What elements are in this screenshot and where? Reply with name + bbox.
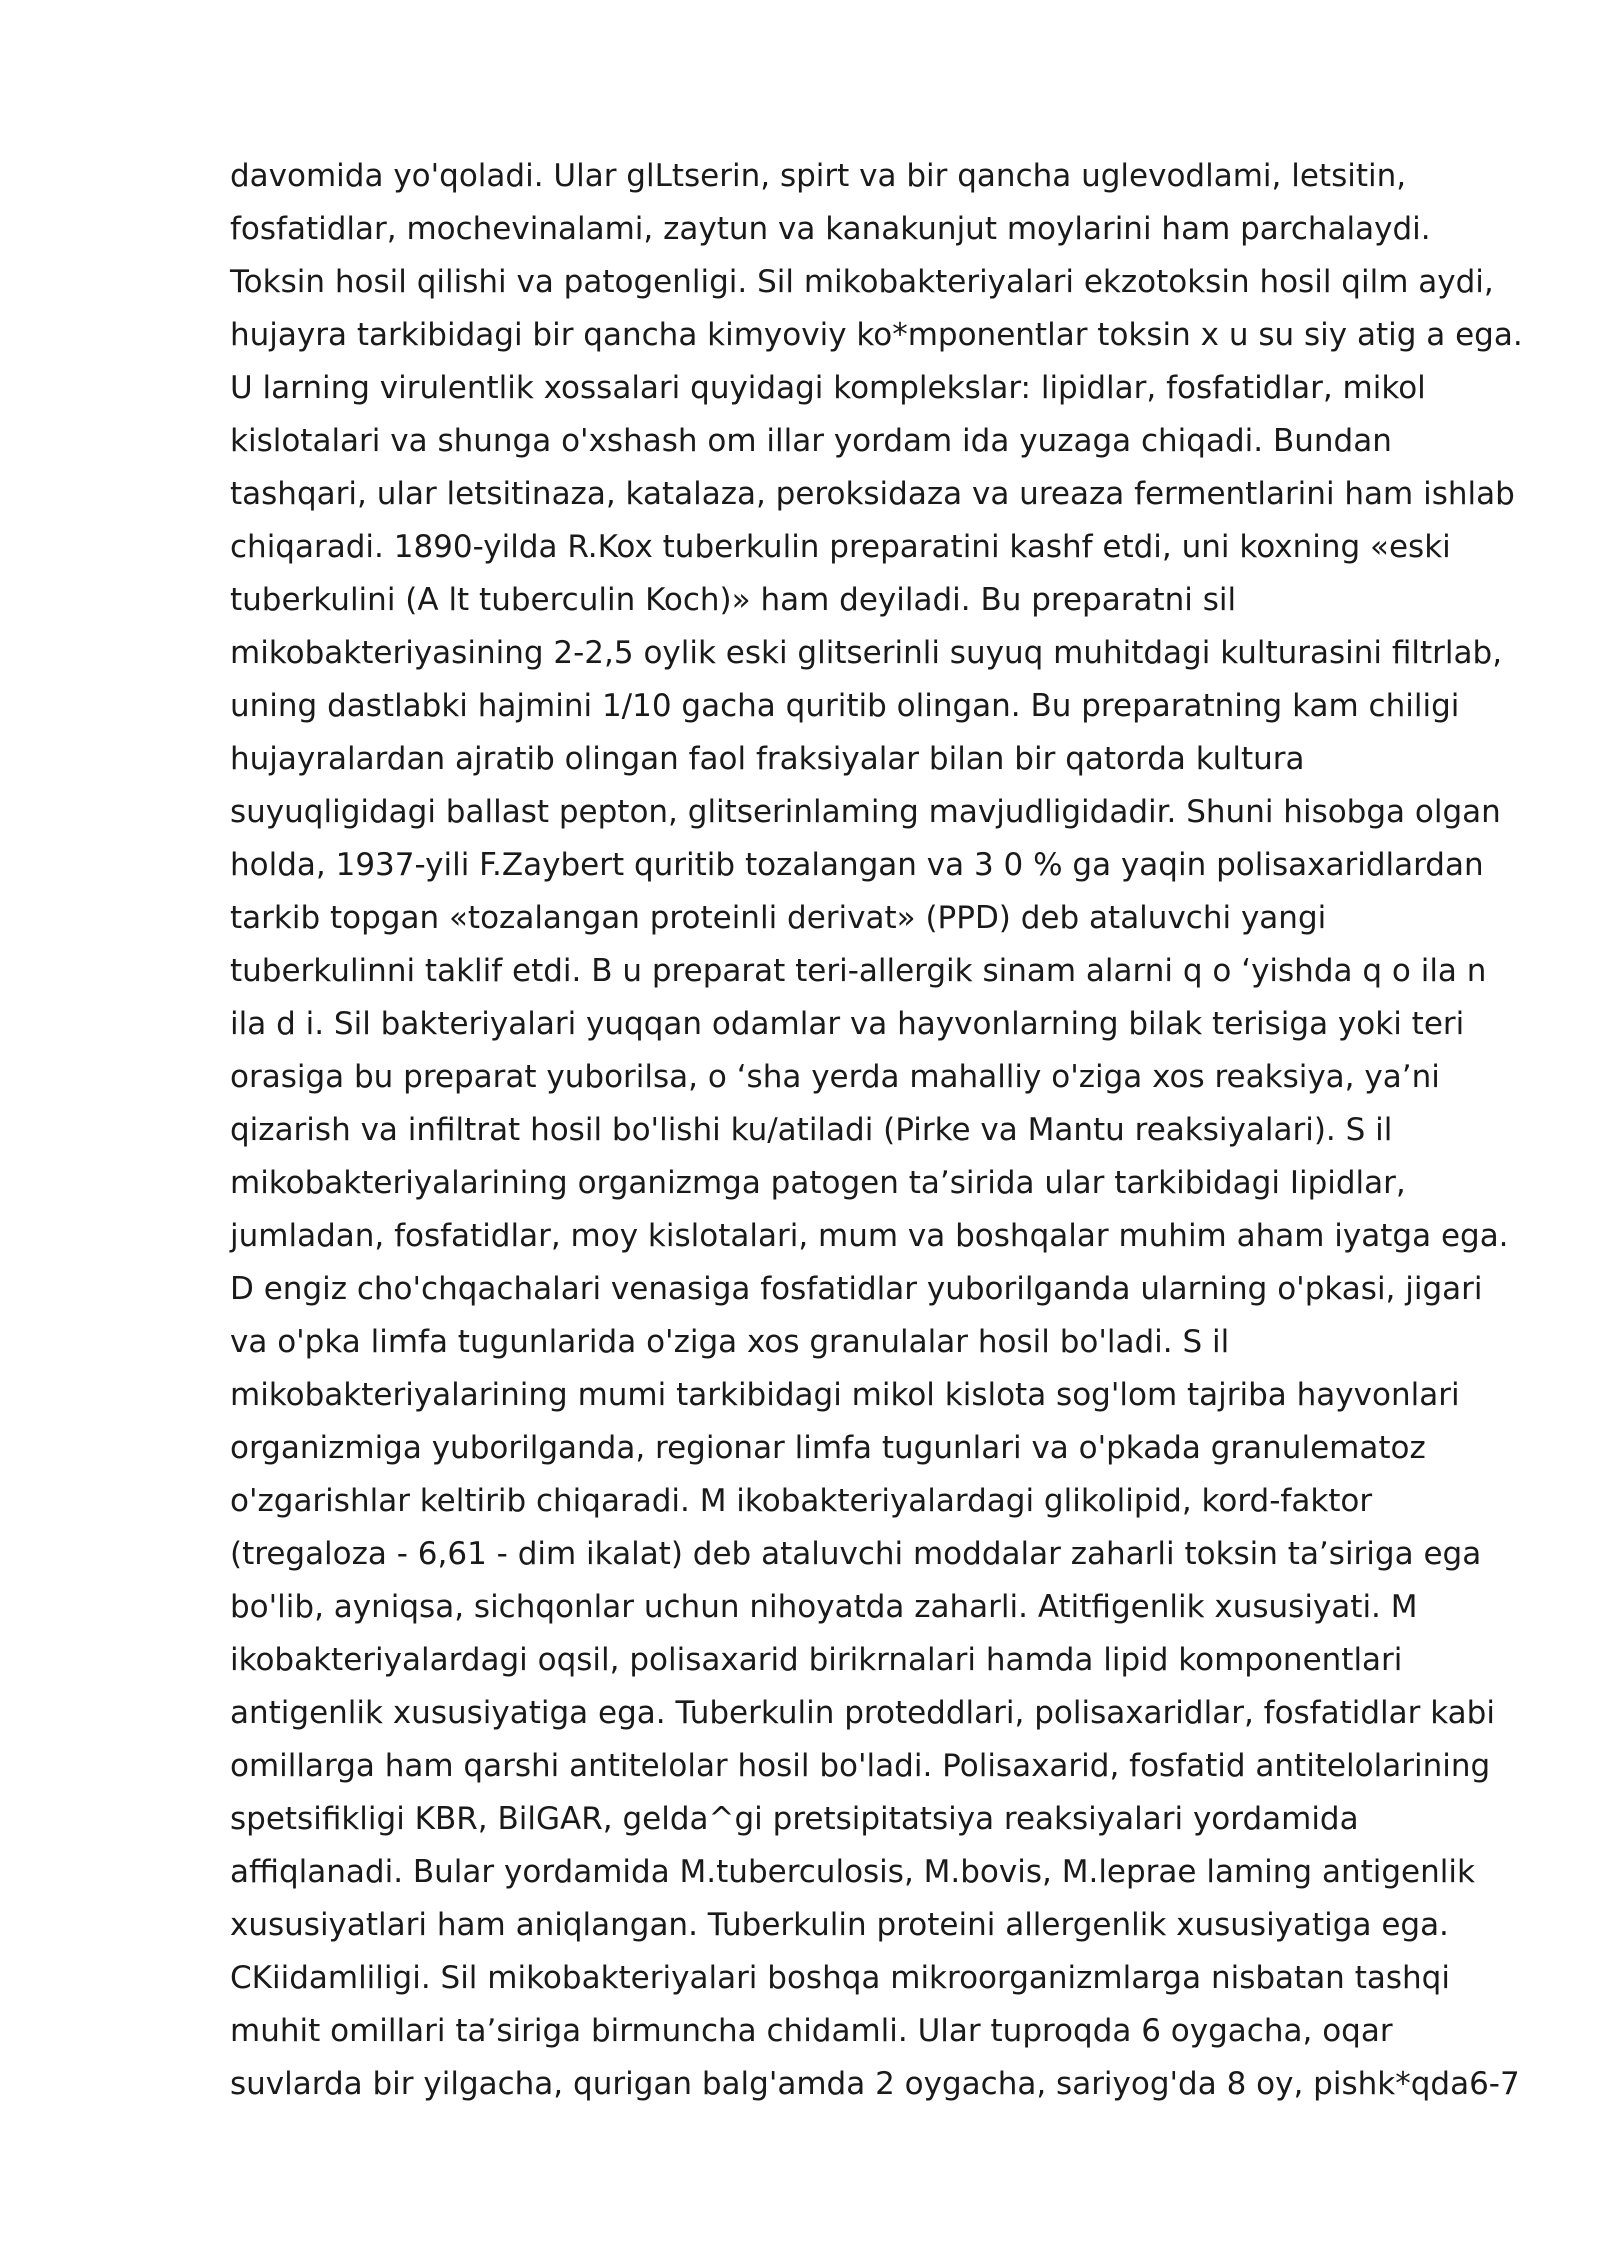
text-line: va o'pka limfa tugunlarida o'ziga xos granulalar hosil bo'ladi. S il bbox=[230, 1324, 1230, 1360]
text-line: mikobakteriyalarining organizmga patogen ta’sirida ular tarkibidagi Iipidlar, bbox=[230, 1165, 1406, 1201]
text-line: hujayralardan ajratib olingan faol fraksiyalar bilan bir qatorda kultura bbox=[230, 741, 1305, 777]
text-line: holda, 1937-yili F.Zaybert quritib tozalangan va 3 0 % ga yaqin polisaxaridlardan bbox=[230, 847, 1484, 883]
text-line: qizarish va infiltrat hosil bo'lishi ku/atiladi (Pirke va Mantu reaksiyalari). S il bbox=[230, 1112, 1393, 1148]
text-line: orasiga bu preparat yuborilsa, o ‘sha yerda mahalliy o'ziga xos reaksiya, ya’ni bbox=[230, 1059, 1440, 1095]
text-line: hujayra tarkibidagi bir qancha kimyoviy ko*mponentlar toksin x u su siy atig a ega. bbox=[230, 317, 1523, 353]
text-line: suyuqligidagi ballast pepton, glitserinlaming mavjudligidadir. Shuni hisobga olgan bbox=[230, 794, 1501, 830]
text-line: affiqlanadi. Bular yordamida M.tuberculosis, M.bovis, M.leprae laming antigenlik bbox=[230, 1854, 1475, 1890]
text-line: mikobakteriyalarining mumi tarkibidagi mikol kislota sog'lom tajriba hayvonlari bbox=[230, 1377, 1460, 1413]
text-line: (tregaloza - 6,61 - dim ikalat) deb ataluvchi moddalar zaharli toksin ta’siriga ega bbox=[230, 1536, 1482, 1572]
text-line: Toksin hosil qilishi va patogenligi. Sil mikobakteriyalari ekzotoksin hosil qilm aydi, bbox=[230, 264, 1494, 300]
text-line: spetsifikligi KBR, BilGAR, gelda^gi pretsipitatsiya reaksiyalari yordamida bbox=[230, 1801, 1359, 1837]
text-line: davomida yo'qoladi. Ular glLtserin, spirt va bir qancha uglevodlami, letsitin, bbox=[230, 158, 1407, 194]
text-line: chiqaradi. 1890-yilda R.Kox tuberkulin preparatini kashf etdi, uni koxning «eski bbox=[230, 529, 1451, 565]
text-line: CKiidamliligi. Sil mikobakteriyalari boshqa mikroorganizmlarga nisbatan tashqi bbox=[230, 1960, 1450, 1996]
text-line: tashqari, ular letsitinaza, katalaza, peroksidaza va ureaza fermentlarini ham ishlab bbox=[230, 476, 1515, 512]
text-line: tarkib topgan «tozalangan proteinli derivat» (PPD) deb ataluvchi yangi bbox=[230, 900, 1327, 936]
text-line: xususiyatlari ham aniqlangan. Tuberkulin proteini allergenlik xususiyatiga ega. bbox=[230, 1907, 1449, 1943]
text-line: antigenlik xususiyatiga ega. Tuberkulin proteddlari, polisaxaridlar, fosfatidlar kabi bbox=[230, 1695, 1495, 1731]
text-line: tuberkulini (A lt tuberculin Koch)» ham deyiladi. Bu preparatni sil bbox=[230, 582, 1237, 618]
text-line: fosfatidlar, mochevinalami, zaytun va kanakunjut moylarini ham parchalaydi. bbox=[230, 211, 1431, 247]
text-line: U larning virulentlik xossalari quyidagi komplekslar: lipidlar, fosfatidlar, mikol bbox=[230, 370, 1426, 406]
text-line: mikobakteriyasining 2-2,5 oylik eski glitserinli suyuq muhitdagi kulturasini filtrlab, bbox=[230, 635, 1503, 671]
text-line: kislotalari va shunga o'xshash om illar yordam ida yuzaga chiqadi. Bundan bbox=[230, 423, 1392, 459]
text-line: ila d i. Sil bakteriyalari yuqqan odamlar va hayvonlarning bilak terisiga yoki teri bbox=[230, 1006, 1465, 1042]
text-line: jumladan, fosfatidlar, moy kislotalari, mum va boshqalar muhim aham iyatga ega. bbox=[230, 1218, 1509, 1254]
text-line: organizmiga yuborilganda, regionar limfa tugunlari va o'pkada granulematoz bbox=[230, 1430, 1426, 1466]
text-line: o'zgarishlar keltirib chiqaradi. M ikobakteriyalardagi glikolipid, kord-faktor bbox=[230, 1483, 1373, 1519]
body-text bbox=[230, 150, 1530, 2111]
text-line: omillarga ham qarshi antitelolar hosil bo'ladi. Polisaxarid, fosfatid antitelolarining bbox=[230, 1748, 1491, 1784]
text-line: ikobakteriyalardagi oqsil, polisaxarid birikrnalari hamda lipid komponentlari bbox=[230, 1642, 1403, 1678]
text-line: muhit omillari ta’siriga birmuncha chidamli. Ular tuproqda 6 oygacha, oqar bbox=[230, 2013, 1393, 2049]
text-line: bo'lib, ayniqsa, sichqonlar uchun nihoyatda zaharli. Atitfigenlik xususiyati. M bbox=[230, 1589, 1418, 1625]
text-line: D engiz cho'chqachalari venasiga fosfatidlar yuborilganda ularning o'pkasi, jigari bbox=[230, 1271, 1483, 1307]
text-line: uning dastlabki hajmini 1/10 gacha quritib olingan. Bu preparatning kam chiligi bbox=[230, 688, 1460, 724]
text-line: suvlarda bir yilgacha, qurigan balg'amda 2 oygacha, sariyog'da 8 oy, pishk*qda6-7 bbox=[230, 2066, 1520, 2102]
text-line: tuberkulinni taklif etdi. B u preparat teri-allergik sinam alarni q o ‘yishda q o ila n bbox=[230, 953, 1487, 989]
